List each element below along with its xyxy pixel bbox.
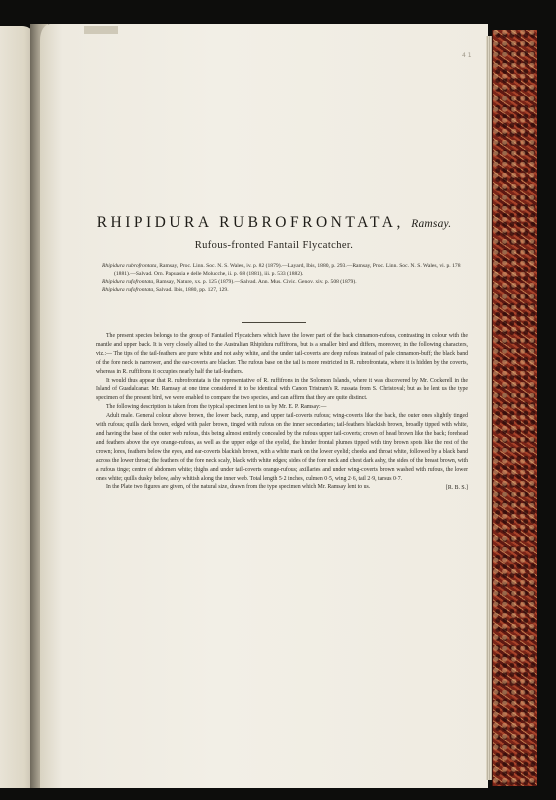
reference-entry: Rhipidura rubrofrontata, Ramsay, Proc. Linn. Soc. N. S. Wales, iv. p. 82 (1879).—Layard, Ibis, 1880, p. 293.—Ramsay, Proc. Linn. Soc. N. S. Wales, vi. p. 178 (1881).—Salvad. Orn. Papuasia e delle Molucche, ii. p. 68 (1881), iii. p. 533 (1882). <box>102 263 461 277</box>
reference-entry: Rhipidura rufofrontata, Salvad. Ibis, 1880, pp. 127, 129. <box>102 287 229 293</box>
reference-entry: Rhipidura rufofrontata, Ramsay, Nature, xx. p. 125 (1879).—Salvad. Ann. Mus. Civic. Genov. xiv. p. 508 (1879). <box>102 279 357 285</box>
author-signature: [R. B. S.] <box>445 485 468 492</box>
page-subtitle: Rufous-fronted Fantail Flycatcher. <box>194 240 354 251</box>
paragraph: In the Plate two figures are given, of the natural size, drawn from the type specimen which Mr. Ramsay lent to us. <box>106 484 371 491</box>
page-title <box>84 214 464 232</box>
paragraph: The following description is taken from the typical specimen lent to us by Mr. E. P. Ramsay:— <box>106 404 327 411</box>
paragraph: It would thus appear that R. rubrofrontata is the representative of R. ruffifrons in the Solomon Islands, where it was discovered by Mr. Cockerell in the Island of Guadalcanar. Mr. Ramsay at one time considered it to be identical with Canon Tristram's R. russata from S. Christoval; but as he lent us the type specimen of the present bird, we were enabled to compare the two species, and can affirm that they are quite distinct. <box>96 377 468 402</box>
top-tab-mark <box>84 26 118 34</box>
marbled-fore-edge <box>492 30 537 786</box>
margin-mark: 4 1 <box>462 52 472 59</box>
paragraph: Adult male. General colour above brown, the lower back, rump, and upper tail-coverts rufous; wing-coverts like the back, the outer ones slightly tinged with rufous; quills dark brown, edged with paler brown, tinged with rufous on the inner secondaries; tail-feathers blackish brown, broadly tipped with white, and having the base of the outer web rufous, this being almost entirely concealed by the rufous upper tail-coverts; crown of head brown like the back; forehead and feathers above the eye orange-rufous, as well as the upper edge of the eyelid, the hinder frontal plumes tipped with tiny brown spots like the rest of the crown; lores, feathers below the eyes, and ear-coverts blackish brown, with a white mark on the lower eyelid; cheeks and throat white, followed by a black band across the lower throat; the feathers of the fore neck scaly, black with white edges; sides of the fore neck and chest dark ashy, the sides of the breast brown, with a rufous tinge; centre of abdomen white; thighs and under tail-coverts orange-rufous; axillaries and under wing-coverts brown washed with rufous, the lower ones white; quills dusky below, ashy whitish along the inner web. Total length 5·2 inches, culmen 0·5, wing 2·6, tail 2·9, tarsus 0·7. <box>96 413 468 482</box>
title-species: RHIPIDURA RUBROFRONTATA, <box>96 214 404 231</box>
description-text <box>96 332 468 493</box>
synonymy-references <box>102 262 462 294</box>
paragraph: The present species belongs to the group of Fantailed Flycatchers which have the lower part of the back cinnamon-rufous, contrasting in colour with the mantle and upper back. It is very closely allied to the Australian Rhipidura ruffifrons, but is a smaller bird and differs, moreover, in the following characters, viz.:— The tips of the tail-feathers are pure white and not ashy white, and the under tail-coverts are deep rufous instead of pale cinnamon-buff; the black band of the fore neck is narrower, and the ear-coverts are blacker. The rufous base on the tail is more restricted in R. rubrofrontata, where it is hidden by the coverts, whereas in R. ruffifrons it occupies nearly half the tail-feathers. <box>96 333 468 375</box>
title-author: Ramsay. <box>411 218 452 230</box>
section-divider <box>242 322 306 323</box>
